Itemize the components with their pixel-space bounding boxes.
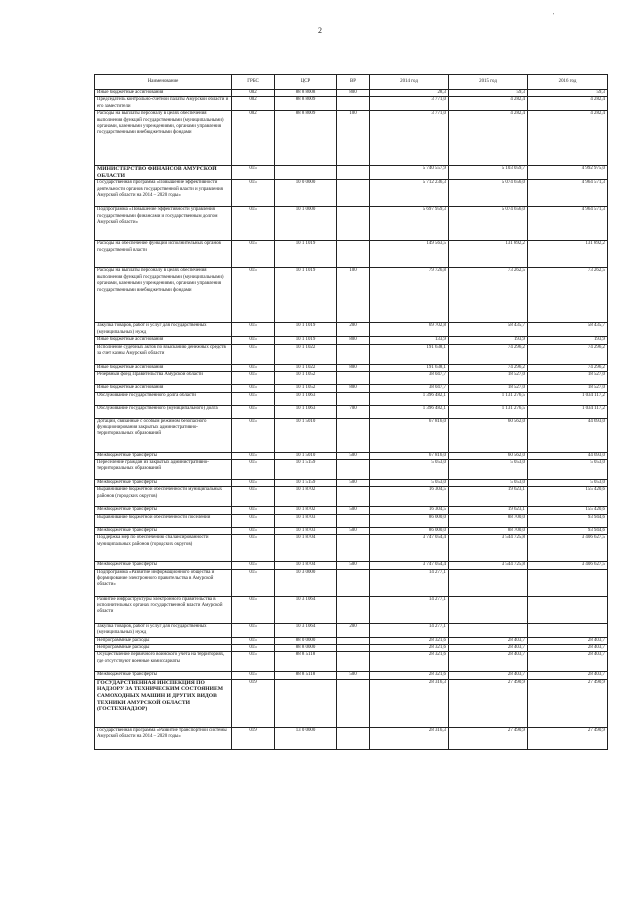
table-row: [95, 344, 608, 364]
cell-y2015: 27 490,9: [449, 679, 528, 727]
cell-y2016: 193,9: [528, 337, 608, 344]
cell-y2016: 4 282,4: [528, 111, 608, 166]
cell-vr: [337, 241, 370, 268]
cell-csr: 10 1 8702: [275, 507, 337, 514]
table-row: [95, 418, 608, 452]
cell-grbs: 015: [232, 405, 275, 418]
cell-y2016: [528, 623, 608, 637]
cell-y2015: 3 544 725,8: [449, 535, 528, 562]
cell-y2015: 18 527,0: [449, 372, 528, 385]
cell-vr: [337, 418, 370, 452]
cell-y2015: 28 403,7: [449, 652, 528, 672]
cell-y2015: 27 490,9: [449, 727, 528, 749]
cell-grbs: 015: [232, 637, 275, 644]
cell-y2016: 58 435,7: [528, 323, 608, 337]
cell-y2014: 1 396 482,1: [370, 392, 449, 405]
table-row: [95, 385, 608, 392]
table-row: [95, 364, 608, 371]
cell-y2015: 59,3: [449, 90, 528, 97]
cell-y2015: 5 074 656,0: [449, 207, 528, 241]
table-row: [95, 623, 608, 637]
cell-y2015: 4 282,4: [449, 97, 528, 111]
cell-y2015: 74 296,2: [449, 344, 528, 364]
table-header-row: [95, 75, 608, 90]
cell-y2016: 74 296,2: [528, 344, 608, 364]
header-vr: ВР: [337, 75, 370, 90]
cell-grbs: 019: [232, 679, 275, 727]
cell-grbs: 015: [232, 241, 275, 268]
cell-csr: 10 3 1064: [275, 623, 337, 637]
page-number: 2: [318, 26, 322, 35]
cell-csr: 10 1 1052: [275, 372, 337, 385]
cell-vr: [337, 637, 370, 644]
cell-vr: [337, 569, 370, 596]
table-row: [95, 268, 608, 323]
table-row: [95, 487, 608, 507]
cell-y2016: 155 420,6: [528, 507, 608, 514]
cell-y2016: 93 944,6: [528, 514, 608, 527]
cell-grbs: 015: [232, 514, 275, 527]
cell-y2014: 28 321,6: [370, 637, 449, 644]
cell-y2014: 86 000,0: [370, 514, 449, 527]
cell-y2016: 27 490,9: [528, 679, 608, 727]
cell-y2015: 28 403,7: [449, 645, 528, 652]
cell-vr: 700: [337, 405, 370, 418]
cell-name: Подпрограмма «Развитие информационного общества и формирование электронного правительства в Амурской области»: [95, 569, 232, 596]
cell-name: Иные бюджетные ассигнования: [95, 337, 232, 344]
cell-csr: 10 1 1022: [275, 364, 337, 371]
table-row: [95, 90, 608, 97]
cell-grbs: 015: [232, 569, 275, 596]
cell-vr: 500: [337, 480, 370, 487]
cell-vr: [337, 460, 370, 480]
cell-y2015: 28 403,7: [449, 672, 528, 679]
cell-csr: 10 1 1052: [275, 385, 337, 392]
cell-name: Исполнение судебных актов по взысканию денежных средств за счет казны Амурской области: [95, 344, 232, 364]
table-row: [95, 645, 608, 652]
cell-grbs: 015: [232, 452, 275, 459]
cell-y2015: 131 892,2: [449, 241, 528, 268]
cell-csr: 13 0 0000: [275, 727, 337, 749]
table-row: [95, 480, 608, 487]
cell-csr: [275, 166, 337, 180]
cell-vr: 800: [337, 90, 370, 97]
cell-vr: 800: [337, 364, 370, 371]
table-row: [95, 180, 608, 207]
cell-vr: 800: [337, 337, 370, 344]
cell-grbs: 015: [232, 596, 275, 623]
cell-y2014: 5 053,0: [370, 460, 449, 480]
cell-name: Непрограммные расходы: [95, 645, 232, 652]
cell-vr: 100: [337, 111, 370, 166]
cell-csr: 10 1 0000: [275, 207, 337, 241]
cell-y2014: 28 321,6: [370, 652, 449, 672]
cell-y2016: 18 527,0: [528, 372, 608, 385]
cell-grbs: 015: [232, 392, 275, 405]
scan-mark: ': [553, 13, 555, 19]
table-row: [95, 241, 608, 268]
cell-y2015: 5 053,0: [449, 460, 528, 480]
cell-y2014: 14 277,1: [370, 596, 449, 623]
cell-vr: [337, 392, 370, 405]
cell-csr: 10 1 1019: [275, 241, 337, 268]
cell-y2016: 4 282,4: [528, 97, 608, 111]
cell-name: Резервный фонд Правительства Амурской области: [95, 372, 232, 385]
cell-grbs: 015: [232, 562, 275, 569]
cell-grbs: 015: [232, 364, 275, 371]
cell-y2015: 5 103 059,7: [449, 166, 528, 180]
cell-grbs: 015: [232, 268, 275, 323]
cell-vr: [337, 166, 370, 180]
cell-y2016: 59,3: [528, 90, 608, 97]
cell-name: Расходы на выплаты персоналу в целях обеспечения выполнения функций государственными (муниципальными) органами, казенными учреждениями, органами управления государственными внебюджетными фондами: [95, 268, 232, 323]
cell-y2016: 18 527,0: [528, 385, 608, 392]
cell-y2014: 38 047,7: [370, 372, 449, 385]
cell-y2014: 79 726,8: [370, 268, 449, 323]
cell-y2014: 14 277,1: [370, 623, 449, 637]
cell-name: ГОСУДАРСТВЕННАЯ ИНСПЕКЦИЯ ПО НАДЗОРУ ЗА ТЕХНИЧЕСКИМ СОСТОЯНИЕМ САМОХОДНЫХ МАШИН И ДРУГИХ ВИДОВ ТЕХНИКИ АМУРСКОЙ ОБЛАСТИ (ГОСТЕХНАДЗОР): [95, 679, 232, 727]
cell-name: Межбюджетные трансферты: [95, 672, 232, 679]
cell-grbs: 015: [232, 207, 275, 241]
cell-csr: 10 1 5159: [275, 460, 337, 480]
header-grbs: ГРБС: [232, 75, 275, 90]
cell-csr: 10 1 1063: [275, 405, 337, 418]
table-row: [95, 514, 608, 527]
cell-grbs: 015: [232, 166, 275, 180]
cell-y2014: 28,3: [370, 90, 449, 97]
cell-name: Межбюджетные трансферты: [95, 480, 232, 487]
cell-csr: 10 3 0000: [275, 569, 337, 596]
cell-name: Дотации, связанные с особым режимом безопасного функционирования закрытых административно-территориальных образований: [95, 418, 232, 452]
cell-name: Подпрограмма «Повышение эффективности управления государственными финансами и государственным долгом Амурской области»: [95, 207, 232, 241]
cell-y2015: 5 074 656,0: [449, 180, 528, 207]
cell-y2015: 74 296,2: [449, 364, 528, 371]
cell-y2014: 67 816,0: [370, 452, 449, 459]
cell-vr: 800: [337, 385, 370, 392]
table-row: [95, 337, 608, 344]
budget-table: [94, 74, 608, 750]
cell-y2016: 4 964 571,3: [528, 207, 608, 241]
cell-vr: 200: [337, 623, 370, 637]
table-row: [95, 596, 608, 623]
cell-y2015: 18 527,0: [449, 385, 528, 392]
table-row: [95, 392, 608, 405]
cell-y2014: 16 304,5: [370, 507, 449, 514]
cell-y2015: 58 435,7: [449, 323, 528, 337]
cell-y2016: 4 992 975,0: [528, 166, 608, 180]
cell-csr: 88 8 5118: [275, 672, 337, 679]
cell-grbs: 015: [232, 535, 275, 562]
cell-y2016: [528, 569, 608, 596]
cell-grbs: 015: [232, 385, 275, 392]
cell-name: Председатель контрольно-счетной палаты Амурской области и его заместители: [95, 97, 232, 111]
cell-name: Межбюджетные трансферты: [95, 452, 232, 459]
cell-name: Иные бюджетные ассигнования: [95, 364, 232, 371]
cell-csr: 10 1 5010: [275, 418, 337, 452]
cell-grbs: 015: [232, 372, 275, 385]
cell-y2014: 3 771,0: [370, 111, 449, 166]
cell-y2014: 5 697 959,3: [370, 207, 449, 241]
cell-name: Межбюджетные трансферты: [95, 527, 232, 534]
cell-grbs: 002: [232, 111, 275, 166]
cell-y2016: [528, 596, 608, 623]
cell-name: Государственная программа «Развитие транспортной системы Амурской области на 2014 – 2020 годы»: [95, 727, 232, 749]
cell-y2015: 19 623,1: [449, 487, 528, 507]
cell-csr: 88 8 8009: [275, 97, 337, 111]
cell-vr: [337, 727, 370, 749]
cell-name: Иные бюджетные ассигнования: [95, 385, 232, 392]
cell-y2014: 28 321,6: [370, 672, 449, 679]
cell-csr: 10 1 8702: [275, 487, 337, 507]
cell-csr: 10 1 8704: [275, 535, 337, 562]
table-row: [95, 672, 608, 679]
cell-vr: 500: [337, 452, 370, 459]
cell-name: Межбюджетные трансферты: [95, 562, 232, 569]
header-name: Наименование: [95, 75, 232, 90]
cell-vr: [337, 514, 370, 527]
cell-y2015: 3 544 725,8: [449, 562, 528, 569]
cell-name: Межбюджетные трансферты: [95, 507, 232, 514]
cell-y2015: 193,9: [449, 337, 528, 344]
cell-y2016: 28 403,7: [528, 672, 608, 679]
cell-y2014: 28 321,6: [370, 645, 449, 652]
table-row: [95, 652, 608, 672]
cell-vr: 500: [337, 507, 370, 514]
table-row: [95, 569, 608, 596]
cell-vr: 500: [337, 672, 370, 679]
cell-csr: 10 1 1019: [275, 323, 337, 337]
cell-csr: 10 1 1022: [275, 344, 337, 364]
cell-vr: 500: [337, 527, 370, 534]
cell-y2016: 155 420,6: [528, 487, 608, 507]
cell-vr: [337, 652, 370, 672]
cell-name: Государственная программа «Повышение эффективности деятельности органов государственной власти и управления Амурской области на 2014 – 2020 годы»: [95, 180, 232, 207]
cell-csr: 10 1 8704: [275, 562, 337, 569]
cell-y2016: 44 693,0: [528, 418, 608, 452]
cell-y2015: [449, 569, 528, 596]
cell-name: Обслуживание государственного (муниципального) долга: [95, 405, 232, 418]
cell-y2016: 3 406 627,5: [528, 562, 608, 569]
cell-csr: 88 8 0000: [275, 645, 337, 652]
cell-grbs: 015: [232, 487, 275, 507]
cell-y2014: 3 747 054,4: [370, 535, 449, 562]
cell-y2015: 88 700,0: [449, 527, 528, 534]
cell-y2015: 5 053,0: [449, 480, 528, 487]
cell-name: Осуществление первичного воинского учета на территориях, где отсутствуют военные комиссариаты: [95, 652, 232, 672]
cell-name: Развитие инфраструктуры электронного правительства в исполнительных органах государственной власти Амурской области: [95, 596, 232, 623]
cell-y2016: 28 403,7: [528, 652, 608, 672]
cell-csr: 88 8 5118: [275, 652, 337, 672]
cell-vr: 500: [337, 562, 370, 569]
cell-y2014: 5 053,0: [370, 480, 449, 487]
cell-grbs: 015: [232, 323, 275, 337]
header-2015: 2015 год: [449, 75, 528, 90]
cell-name: Иные бюджетные ассигнования: [95, 90, 232, 97]
cell-grbs: 015: [232, 418, 275, 452]
cell-name: Закупка товаров, работ и услуг для государственных (муниципальных) нужд: [95, 323, 232, 337]
cell-y2015: [449, 623, 528, 637]
cell-y2015: 73 262,5: [449, 268, 528, 323]
cell-y2014: 3 747 054,4: [370, 562, 449, 569]
cell-y2014: 1 396 482,1: [370, 405, 449, 418]
cell-vr: [337, 207, 370, 241]
header-2016: 2016 год: [528, 75, 608, 90]
cell-y2014: 3 771,0: [370, 97, 449, 111]
cell-csr: [275, 679, 337, 727]
cell-vr: 200: [337, 323, 370, 337]
cell-grbs: 015: [232, 480, 275, 487]
cell-grbs: 019: [232, 727, 275, 749]
cell-y2014: 28 316,3: [370, 679, 449, 727]
cell-vr: [337, 344, 370, 364]
cell-grbs: 015: [232, 527, 275, 534]
table-row: [95, 97, 608, 111]
cell-y2016: 44 693,0: [528, 452, 608, 459]
header-2014: 2014 год: [370, 75, 449, 90]
cell-csr: 10 1 1019: [275, 268, 337, 323]
cell-name: Обслуживание государственного долга области: [95, 392, 232, 405]
cell-grbs: 015: [232, 652, 275, 672]
cell-y2014: 16 304,5: [370, 487, 449, 507]
cell-y2016: 1 034 117,2: [528, 392, 608, 405]
cell-csr: 10 1 8703: [275, 527, 337, 534]
cell-grbs: 015: [232, 507, 275, 514]
cell-y2015: 19 623,1: [449, 507, 528, 514]
table-row: [95, 460, 608, 480]
cell-name: Закупка товаров, работ и услуг для государственных (муниципальных) нужд: [95, 623, 232, 637]
cell-y2016: 28 403,7: [528, 645, 608, 652]
table-row: [95, 452, 608, 459]
table-row: [95, 111, 608, 166]
cell-grbs: 015: [232, 180, 275, 207]
cell-name: Расходы на выплаты персоналу в целях обеспечения выполнения функций государственными (муниципальными) органами, казенными учреждениями, органами управления государственными внебюджетными фондами: [95, 111, 232, 166]
cell-csr: 10 1 5159: [275, 480, 337, 487]
cell-grbs: 002: [232, 90, 275, 97]
cell-csr: 10 3 1064: [275, 596, 337, 623]
table-row: [95, 527, 608, 534]
cell-grbs: 015: [232, 460, 275, 480]
header-csr: ЦСР: [275, 75, 337, 90]
cell-name: Поддержка мер по обеспечению сбалансированности муниципальных районов (городских округов): [95, 535, 232, 562]
table-row: [95, 727, 608, 749]
cell-grbs: 015: [232, 672, 275, 679]
cell-y2014: 191 638,1: [370, 344, 449, 364]
cell-vr: [337, 596, 370, 623]
cell-y2014: 5 712 236,3: [370, 180, 449, 207]
table-row: [95, 679, 608, 727]
cell-name: Переселение граждан из закрытых административно-территориальных образований: [95, 460, 232, 480]
cell-y2014: 86 000,0: [370, 527, 449, 534]
cell-vr: [337, 535, 370, 562]
cell-y2014: 69 702,8: [370, 323, 449, 337]
cell-y2016: 93 944,6: [528, 527, 608, 534]
cell-csr: 10 1 5010: [275, 452, 337, 459]
cell-grbs: 015: [232, 344, 275, 364]
cell-grbs: 002: [232, 97, 275, 111]
cell-y2015: [449, 596, 528, 623]
cell-y2014: 38 047,7: [370, 385, 449, 392]
cell-y2014: 133,9: [370, 337, 449, 344]
cell-y2016: 5 053,0: [528, 460, 608, 480]
cell-y2014: 149 563,5: [370, 241, 449, 268]
cell-y2014: 67 816,0: [370, 418, 449, 452]
table-row: [95, 372, 608, 385]
table-row: [95, 405, 608, 418]
cell-y2016: 28 403,7: [528, 637, 608, 644]
cell-grbs: 015: [232, 623, 275, 637]
cell-grbs: 015: [232, 645, 275, 652]
table-row: [95, 323, 608, 337]
cell-y2015: 60 562,0: [449, 452, 528, 459]
cell-csr: 10 1 1019: [275, 337, 337, 344]
cell-csr: 88 8 8009: [275, 111, 337, 166]
cell-vr: [337, 97, 370, 111]
table-row: [95, 535, 608, 562]
cell-vr: [337, 180, 370, 207]
cell-vr: [337, 645, 370, 652]
cell-y2015: 88 700,0: [449, 514, 528, 527]
cell-csr: 88 0 0000: [275, 637, 337, 644]
cell-name: Выравнивание бюджетной обеспеченности муниципальных районов (городских округов): [95, 487, 232, 507]
cell-y2016: 1 034 117,2: [528, 405, 608, 418]
cell-name: Выравнивание бюджетной обеспеченности поселений: [95, 514, 232, 527]
table-row: [95, 166, 608, 180]
cell-y2015: 1 131 276,5: [449, 405, 528, 418]
cell-csr: 10 0 0000: [275, 180, 337, 207]
cell-y2014: 28 316,3: [370, 727, 449, 749]
cell-y2015: 60 562,0: [449, 418, 528, 452]
cell-y2014: 5 740 557,9: [370, 166, 449, 180]
cell-y2014: 14 277,1: [370, 569, 449, 596]
table-row: [95, 507, 608, 514]
cell-csr: 88 8 8008: [275, 90, 337, 97]
table-row: [95, 562, 608, 569]
cell-y2016: 131 892,2: [528, 241, 608, 268]
cell-y2016: 5 053,0: [528, 480, 608, 487]
cell-y2016: 73 262,5: [528, 268, 608, 323]
table-row: [95, 637, 608, 644]
cell-y2016: 27 490,9: [528, 727, 608, 749]
cell-vr: 100: [337, 268, 370, 323]
cell-vr: [337, 372, 370, 385]
cell-name: МИНИСТЕРСТВО ФИНАНСОВ АМУРСКОЙ ОБЛАСТИ: [95, 166, 232, 180]
cell-csr: 10 1 8703: [275, 514, 337, 527]
cell-y2015: 1 131 276,5: [449, 392, 528, 405]
cell-y2015: 28 403,7: [449, 637, 528, 644]
cell-name: Расходы на обеспечение функций исполнительных органов государственной власти: [95, 241, 232, 268]
cell-vr: [337, 487, 370, 507]
table-row: [95, 207, 608, 241]
cell-vr: [337, 679, 370, 727]
cell-y2014: 191 638,1: [370, 364, 449, 371]
cell-name: Непрограммные расходы: [95, 637, 232, 644]
cell-grbs: 015: [232, 337, 275, 344]
cell-y2016: 3 406 627,5: [528, 535, 608, 562]
cell-csr: 10 1 1063: [275, 392, 337, 405]
cell-y2016: 74 296,2: [528, 364, 608, 371]
cell-y2016: 4 964 571,3: [528, 180, 608, 207]
cell-y2015: 4 282,4: [449, 111, 528, 166]
